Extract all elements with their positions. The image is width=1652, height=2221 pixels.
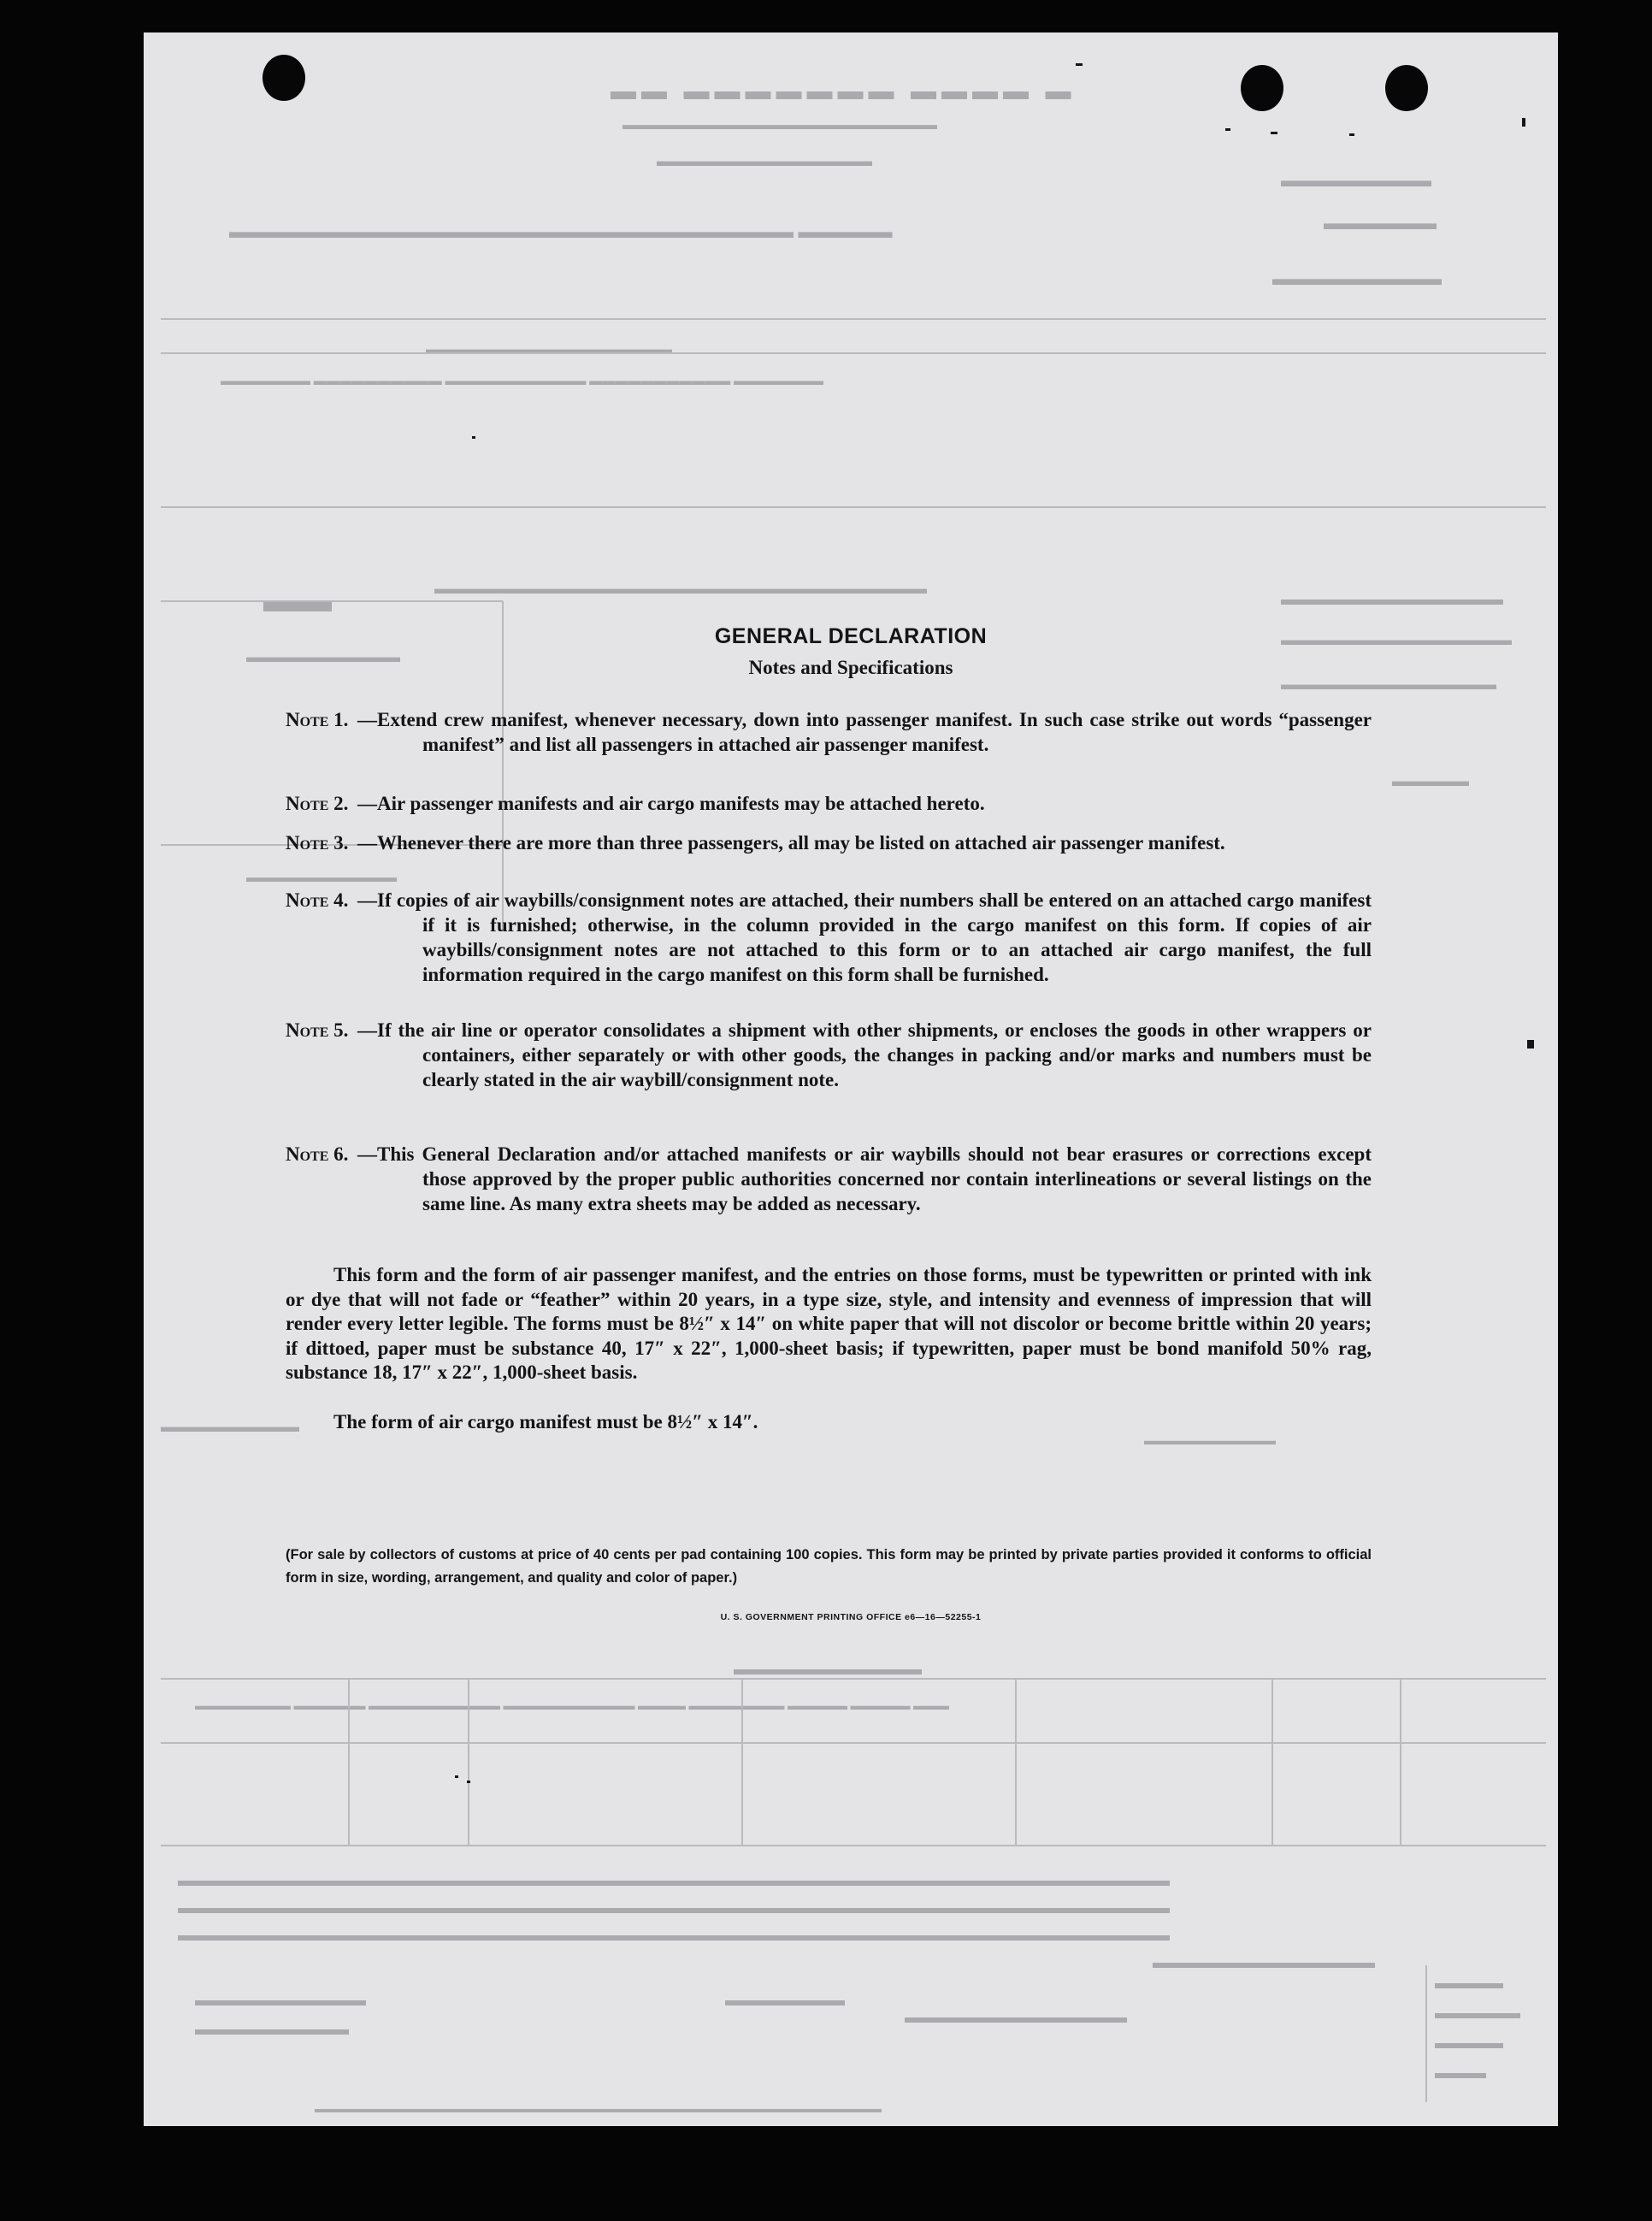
note-text: —This General Declaration and/or attached manifests or air waybills should not bear erasures or corrections except those approved by the proper public authorities concerned nor contain interlineations or several listings on the same line. As many extra sheets may be added as necessary. <box>357 1143 1372 1214</box>
sale-note: (For sale by collectors of customs at price of 40 cents per pad containing 100 copies. This form may be printed by private parties provided it conforms to official form in size, wording, arrangement, and quality and color of paper.) <box>286 1547 1372 1586</box>
note-text: —Whenever there are more than three passengers, all may be listed on attached air passenger manifest. <box>357 832 1225 854</box>
speck <box>472 436 475 439</box>
note-text: —If the air line or operator consolidates a shipment with other shipments, or encloses the goods in other wrappers or containers, either separately or with other goods, the changes in packing and/or marks and numbers must be clearly stated in the air waybill/consignment note. <box>357 1019 1372 1090</box>
note-label: Note 1. <box>286 709 349 730</box>
page-title: GENERAL DECLARATION <box>714 624 988 648</box>
speck <box>1522 118 1525 127</box>
note-2 <box>286 791 1372 816</box>
note-6 <box>286 1142 1372 1216</box>
note-label: Note 6. <box>286 1143 349 1165</box>
page-subtitle: Notes and Specifications <box>748 657 953 678</box>
speck <box>1527 1040 1534 1048</box>
punch-hole-right-2 <box>1385 65 1428 111</box>
speck <box>1225 128 1230 131</box>
note-text: —Extend crew manifest, whenever necessary, down into passenger manifest. In such case strike out words “passenger manifest” and list all passengers in attached air passenger manifest. <box>357 709 1372 755</box>
note-label: Note 5. <box>286 1019 349 1041</box>
speck <box>1349 133 1354 136</box>
speck <box>1076 63 1083 66</box>
note-label: Note 4. <box>286 889 349 911</box>
form-specifications-paragraph: This form and the form of air passenger manifest, and the entries on those forms, must be typewritten or printed with ink or dye that will not fade or “feather” within 20 years, in a type size, style, and intensity and evenness of impression that will render every letter legible. The forms must be 8½″ x 14″ on white paper that will not discolor or become brittle within 20 years; if dittoed, paper must be substance 40, 17″ x 22″, 1,000-sheet basis; if typewritten, paper must be bond manifold 50% rag, substance 18, 17″ x 22″, 1,000-sheet basis. <box>286 1264 1372 1383</box>
note-1 <box>286 707 1372 757</box>
note-5 <box>286 1018 1372 1092</box>
note-text: —Air passenger manifests and air cargo manifests may be attached hereto. <box>357 793 985 814</box>
punch-hole-right-1 <box>1241 65 1283 111</box>
note-label: Note 3. <box>286 832 349 854</box>
document-page: ▬ ▬▬▬▬ ▬▬▬▬▬▬▬ ▬▬ ▬▬▬▬▬▬▬▬▬▬▬▬▬▬▬▬▬▬▬▬▬▬▬ ▬▬▬▬▬▬▬▬▬▬▬▬▬▬ ▬▬▬▬▬▬▬▬ ▬▬▬▬▬▬ ▬▬▬▬▬▬▬▬▬ ▬▬▬▬▬ ▬▬▬▬▬▬▬▬▬▬▬▬▬▬▬▬▬▬▬▬▬▬▬▬▬▬▬▬▬▬ ▬▬▬▬▬▬▬▬▬▬▬▬▬▬▬▬ ▬▬▬▬▬▬▬ ▬▬▬▬▬▬▬▬▬▬▬ ▬▬▬▬▬▬▬▬▬▬▬ ▬▬▬▬▬▬▬▬▬▬ ▬▬▬▬▬▬▬ ▬▬ ▬▬▬▬▬▬▬▬▬▬▬▬▬▬▬▬▬▬▬▬▬▬▬▬▬▬▬▬▬▬▬▬ ▬▬▬▬▬▬▬▬▬▬▬▬▬ ▬▬▬▬▬▬▬▬▬▬▬▬▬▬▬ ▬▬▬▬▬▬▬▬▬▬▬▬▬▬ ▬▬▬▬▬▬▬▬▬▬ ▬▬▬▬▬▬▬▬▬▬▬ ▬▬▬▬▬ ▬▬▬▬▬▬▬▬▬ ▬▬▬▬▬▬▬▬▬▬▬ ▬▬▬▬▬▬▬▬▬▬▬ ▬▬▬ ▬▬▬▬▬ ▬▬▬▬▬ ▬▬▬▬▬▬▬▬ ▬▬▬▬ ▬▬▬▬▬▬▬▬▬▬▬ ▬▬▬▬▬▬▬▬▬▬▬ ▬▬▬▬▬▬ ▬▬▬▬▬▬▬▬ ▬▬▬▬▬▬▬▬▬▬▬▬▬▬▬▬▬▬▬▬▬▬▬▬▬▬▬▬▬▬▬▬▬▬▬▬▬▬▬▬▬▬▬▬▬▬▬▬▬▬▬▬▬▬▬▬▬▬ ▬▬▬▬▬▬▬▬▬▬▬▬▬▬▬▬▬▬▬▬▬▬▬▬▬▬▬▬▬▬▬▬▬▬▬▬▬▬▬▬▬▬▬▬▬▬▬▬▬▬▬▬▬▬▬▬▬▬ ▬▬▬▬▬▬▬▬▬▬▬▬▬▬▬▬▬▬▬▬▬▬▬▬▬▬▬▬▬▬▬▬▬▬▬▬▬▬▬▬▬▬▬▬▬▬▬▬▬▬▬▬▬▬▬▬▬▬ ▬▬▬▬▬▬▬▬▬▬▬▬▬ ▬▬▬▬ ▬▬▬▬▬ ▬▬▬▬ ▬▬▬ ▬▬▬▬▬▬▬▬▬▬ ▬▬▬▬▬▬▬▬▬ ▬▬▬▬▬▬▬ ▬▬▬▬▬▬▬▬▬▬▬▬▬ ▬▬▬▬▬▬▬▬▬▬▬▬▬▬▬▬▬▬▬▬▬▬▬▬▬▬▬▬▬▬▬▬▬▬▬▬▬▬▬▬▬▬▬▬▬▬▬▬▬▬▬ GENERAL DECLARATION Notes and Specifications Note 1. —Extend crew manifest, whenever necessary, down into passenger manifest. In such case strike out words “passenger manifest” and list all passengers in attached air passenger manifest. Note 2. —Air passenger manifests and air cargo manifests may be attached hereto. Note 3. —Whenever there are more than three passengers, all may be listed on attached air passenger manifest. Note 4. —If copies of air waybills/consignment notes are attached, their numbers shall be entered on an attached cargo manifest if it is furnished; otherwise, in the column provided in the cargo manifest on this form. If copies of air waybills/consignment notes are not attached to this form or to an attached air cargo manifest, the full information required in the cargo manifest on this form shall be furnished. Note 5. —If the air line or operator consolidates a shipment with other shipments, or encloses the goods in other wrappers or containers, either separately or with other goods, the changes in packing and/or marks and numbers must be clearly stated in the air waybill/consignment note. Note 6. —This General Declaration and/or attached manifests or air waybills should not bear erasures or corrections except those approved by the proper public authorities concerned nor contain interlineations or several listings on the same line. As many extra sheets may be added as necessary. This form and the form of air passenger manifest, and the entries on those forms, must be typewritten or printed with ink or dye that will not fade or “feather” within 20 years, in a type size, style, and intensity and evenness of impression that will render every letter legible. The forms must be 8½″ x 14″ on white paper that will not discolor or become brittle within 20 years; if dittoed, paper must be substance 40, 17″ x 22″, 1,000-sheet basis; if typewritten, paper must be bond manifold 50% rag, substance 18, 17″ x 22″, 1,000-sheet basis. The form of air cargo manifest must be 8½″ x 14″. (For sale by collectors of customs at price of 40 cents per pad containing 100 copies. This form may be printed by private parties provided it conforms to official form in size, wording, arrangement, and quality and color of paper.) U. S. GOVERNMENT PRINTING OFFICE e6—16—52255-1 <box>144 32 1558 2126</box>
note-4 <box>286 888 1372 987</box>
note-text: —If copies of air waybills/consignment notes are attached, their numbers shall be entered on an attached cargo manifest if it is furnished; otherwise, in the column provided in the cargo manifest on this form. If copies of air waybills/consignment notes are not attached to this form or to an attached air cargo manifest, the full information required in the cargo manifest on this form shall be furnished. <box>357 889 1372 985</box>
note-label: Note 2. <box>286 793 349 814</box>
cargo-manifest-paragraph: The form of air cargo manifest must be 8½″ x 14″. <box>333 1411 758 1432</box>
speck <box>455 1775 458 1778</box>
speck <box>467 1781 470 1783</box>
punch-hole-left <box>263 55 305 101</box>
printer-imprint: U. S. GOVERNMENT PRINTING OFFICE e6—16—52255-1 <box>720 1612 982 1622</box>
note-3 <box>286 830 1372 855</box>
speck <box>1271 132 1277 134</box>
